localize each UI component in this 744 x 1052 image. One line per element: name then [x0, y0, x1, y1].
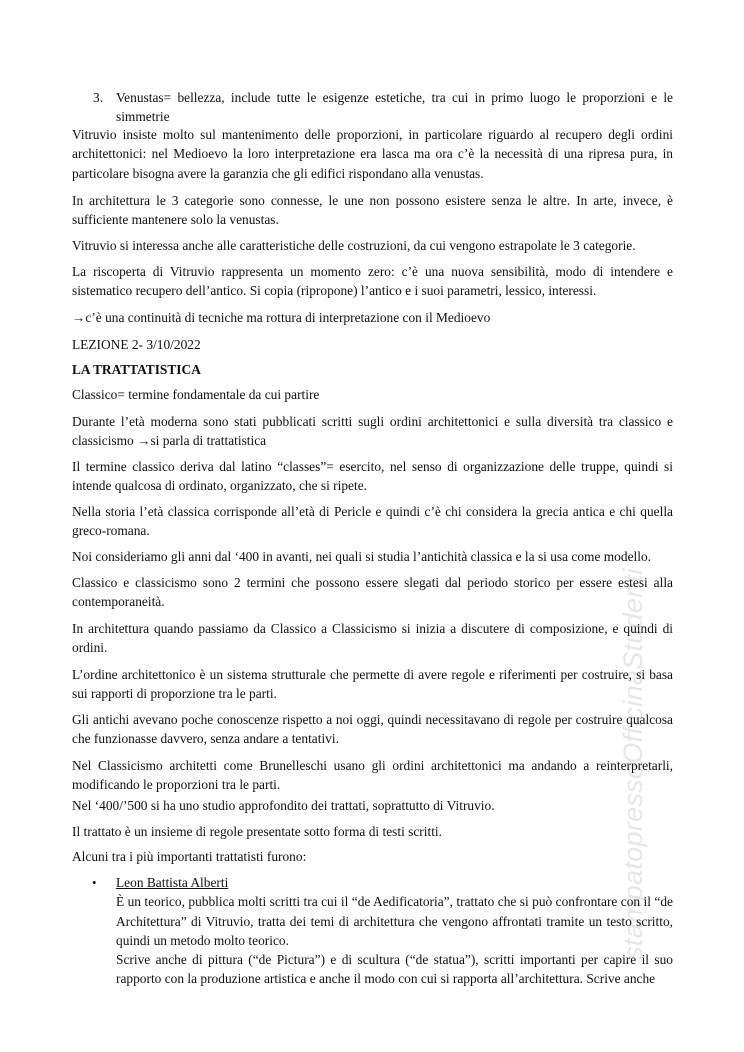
paragraph: Il termine classico deriva dal latino “classes”= esercito, nel senso di organizzazione delle truppe, quindi si intende qualcosa di ordinato, organizzato, che si ripete.	[72, 459, 673, 494]
paragraph: Alcuni tra i più importanti trattatisti furono:	[72, 849, 307, 864]
author-name: Leon Battista Alberti	[116, 875, 229, 890]
paragraph: Nella storia l’età classica corrisponde all’età di Pericle e quindi c’è chi considera la grecia antica e chi quella greco-romana.	[72, 504, 673, 539]
paragraph: Classico= termine fondamentale da cui partire	[72, 387, 320, 402]
watermark: stampatopressoOfficinaStudenti	[618, 568, 648, 960]
paragraph: Vitruvio insiste molto sul mantenimento delle proporzioni, in particolare riguardo al recupero degli ordini architettonici: nel Medioevo la loro interpretazione era lasca ma ora c’è la necessità di una ripresa pura, in particolare bisogna avere la garanzia che gli edifici rispondano alla venustas.	[72, 127, 673, 181]
paragraph: L’ordine architettonico è un sistema strutturale che permette di avere regole e riferimenti per costruire, si basa sui rapporti di proporzione tra le parti.	[72, 667, 673, 702]
paragraph: Vitruvio si interessa anche alle caratteristiche delle costruzioni, da cui vengono estrapolate le 3 categorie.	[72, 238, 636, 253]
bullet-text: È un teorico, pubblica molti scritti tra cui il “de Aedificatoria”, trattato che si può confrontare con il “de Architettura” di Vitruvio, tratta dei temi di architettura che vengono affrontati tramite un testo scritto, quindi un metodo molto teorico.	[116, 894, 673, 948]
paragraph: Classico e classicismo sono 2 termini che possono essere slegati dal periodo storico per essere estesi alla contemporaneità.	[72, 575, 673, 610]
bullet-item	[116, 873, 673, 989]
bullet-icon: •	[92, 875, 97, 890]
section-title: LA TRATTATISTICA	[72, 362, 201, 377]
paragraph: Nel ‘400/’500 si ha uno studio approfondito dei trattati, soprattutto di Vitruvio.	[72, 798, 495, 813]
paragraph: Il trattato è un insieme di regole presentate sotto forma di testi scritti.	[72, 824, 442, 839]
bullet-text: Scrive anche di pittura (“de Pictura”) e di scultura (“de statua”), scritti importanti per capire il suo rapporto con la produzione artistica e anche il modo con cui si rapporta all’architettura. Scrive anche	[116, 952, 673, 987]
paragraph: Noi consideriamo gli anni dal ‘400 in avanti, nei quali si studia l’antichità classica e la si usa come modello.	[72, 549, 651, 564]
list-item-text: Venustas= bellezza, include tutte le esigenze estetiche, tra cui in primo luogo le proporzioni e le simmetrie	[116, 90, 673, 125]
paragraph: Gli antichi avevano poche conoscenze rispetto a noi oggi, quindi necessitavano di regole per costruire qualcosa che funzionasse davvero, senza andare a tentativi.	[72, 712, 673, 747]
paragraph: In architettura le 3 categorie sono connesse, le une non possono esistere senza le altre. In arte, invece, è sufficiente mantenere solo la venustas.	[72, 193, 673, 228]
lesson-header: LEZIONE 2- 3/10/2022	[72, 337, 201, 352]
paragraph: Durante l’età moderna sono stati pubblicati scritti sugli ordini architettonici e sulla diversità tra classico e classicismo →si parla di trattatistica	[72, 414, 673, 449]
list-number: 3.	[93, 90, 104, 105]
paragraph: La riscoperta di Vitruvio rappresenta un momento zero: c’è una nuova sensibilità, modo di intendere e sistematico recupero dell’antico. Si copia (ripropone) l’antico e i suoi parametri, lessico, interessi.	[72, 264, 673, 299]
paragraph: In architettura quando passiamo da Classico a Classicismo si inizia a discutere di composizione, e quindi di ordini.	[72, 621, 673, 656]
paragraph: →c’è una continuità di tecniche ma rottura di interpretazione con il Medioevo	[72, 310, 491, 325]
paragraph: Nel Classicismo architetti come Brunelleschi usano gli ordini architettonici ma andando a reinterpretarli, modificando le proporzioni tra le parti.	[72, 758, 673, 793]
